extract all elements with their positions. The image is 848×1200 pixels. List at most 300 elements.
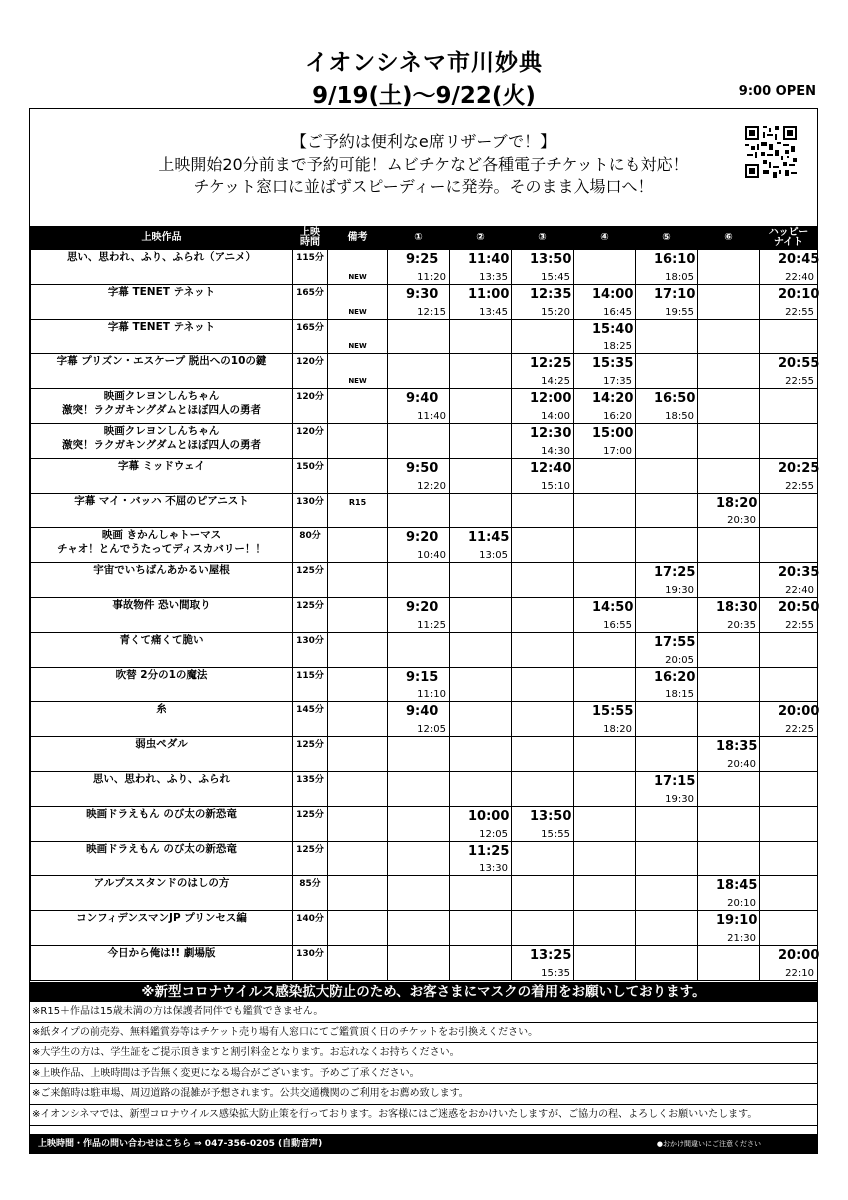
showtime-cell[interactable] xyxy=(760,284,818,319)
end-time: 12:05 xyxy=(417,724,446,736)
mask-banner: ※新型コロナウイルス感染拡大防止のため、お客さまにマスクの着用をお願いしております。 xyxy=(30,982,817,1002)
column-header: ① xyxy=(388,227,450,250)
showtime-cell xyxy=(574,806,636,841)
start-time: 11:25 xyxy=(468,843,510,859)
start-time: 16:10 xyxy=(654,252,696,267)
note-item: ※大学生の方は、学生証をご提示頂きますと割引料金となります。お忘れなくお持ちください。 xyxy=(30,1043,817,1064)
film-title: 字幕 TENET テネット xyxy=(31,319,293,354)
start-time: 18:45 xyxy=(716,878,758,894)
note-item: ※紙タイプの前売券、無料鑑賞券等はチケット売り場有人窓口にてご鑑賞頂く日のチケットをお引換えください。 xyxy=(30,1023,817,1044)
end-time: 22:40 xyxy=(785,271,814,283)
start-time: 17:15 xyxy=(654,773,696,789)
end-time: 12:20 xyxy=(417,480,446,492)
runtime: 130分 xyxy=(293,945,328,980)
showtime-cell xyxy=(760,632,818,667)
end-time: 19:30 xyxy=(665,584,694,596)
table-row xyxy=(31,771,818,806)
film-title: コンフィデンスマンJP プリンセス編 xyxy=(31,911,293,946)
showtime-cell xyxy=(698,250,760,285)
showtime-cell xyxy=(698,284,760,319)
showtime-cell[interactable] xyxy=(636,389,698,424)
remarks-cell xyxy=(328,667,388,702)
showtime-cell xyxy=(512,528,574,563)
start-time: 11:45 xyxy=(468,530,510,546)
table-row xyxy=(31,284,818,319)
start-time: 18:30 xyxy=(716,599,758,615)
showtime-cell xyxy=(636,945,698,980)
table-row xyxy=(31,876,818,911)
promo-line: 【ご予約は便利なe席リザーブで！】 xyxy=(290,132,557,151)
end-time: 16:45 xyxy=(603,306,632,318)
end-time: 15:45 xyxy=(541,271,570,283)
start-time: 9:25 xyxy=(406,252,439,267)
showtime-cell[interactable] xyxy=(574,354,636,389)
showtime-cell xyxy=(388,876,450,911)
note-item: ※ご来館時は駐車場、周辺道路の混雑が予想されます。公共交通機関のご利用をお薦め致します。 xyxy=(30,1084,817,1105)
end-time: 17:00 xyxy=(603,445,632,457)
showtime-cell xyxy=(388,354,450,389)
runtime: 120分 xyxy=(293,423,328,458)
showtime-cell[interactable] xyxy=(636,771,698,806)
column-header: ハッピー ナイト xyxy=(760,227,818,250)
table-row xyxy=(31,841,818,876)
end-time: 22:55 xyxy=(785,306,814,318)
showtime-cell[interactable] xyxy=(636,284,698,319)
film-title: 思い、思われ、ふり、ふられ（アニメ） xyxy=(31,250,293,285)
showtime-cell[interactable] xyxy=(512,458,574,493)
start-time: 9:15 xyxy=(406,669,439,685)
column-header: 備考 xyxy=(328,227,388,250)
showtime-cell xyxy=(512,493,574,528)
showtime-cell xyxy=(512,563,574,598)
start-time: 11:00 xyxy=(468,286,510,302)
runtime: 135分 xyxy=(293,771,328,806)
remarks-cell xyxy=(328,737,388,772)
end-time: 19:55 xyxy=(665,306,694,318)
note-item: ※上映作品、上映時間は予告無く変更になる場合がございます。予めご了承ください。 xyxy=(30,1064,817,1085)
showtime-cell xyxy=(760,493,818,528)
table-row xyxy=(31,806,818,841)
end-time: 12:05 xyxy=(479,828,508,840)
showtime-cell xyxy=(636,876,698,911)
showtime-cell xyxy=(388,737,450,772)
showtime-cell xyxy=(450,458,512,493)
showtime-cell xyxy=(698,771,760,806)
showtime-cell xyxy=(450,597,512,632)
showtime-cell xyxy=(760,423,818,458)
showtime-cell[interactable] xyxy=(698,737,760,772)
showtime-cell xyxy=(450,632,512,667)
promo-line: 上映開始20分前まで予約可能！ムビチケなど各種電子チケットにも対応！ xyxy=(158,154,689,174)
showtime-cell xyxy=(512,702,574,737)
start-time: 12:30 xyxy=(530,425,572,441)
table-row xyxy=(31,702,818,737)
showtime-cell[interactable] xyxy=(388,597,450,632)
showtime-cell[interactable] xyxy=(388,389,450,424)
showtime-cell xyxy=(574,493,636,528)
showtime-cell[interactable] xyxy=(760,458,818,493)
runtime: 150分 xyxy=(293,458,328,493)
contact-info: 上映時間・作品の問い合わせはこちら ⇒ 047-356-0205 (自動音声) xyxy=(38,1139,323,1149)
start-time: 9:20 xyxy=(406,530,439,546)
end-time: 18:05 xyxy=(665,271,694,283)
start-time: 17:10 xyxy=(654,286,696,302)
showtime-cell[interactable] xyxy=(388,702,450,737)
showtime-cell xyxy=(574,667,636,702)
showtime-cell[interactable] xyxy=(574,319,636,354)
film-title: 吹替 2分の1の魔法 xyxy=(31,667,293,702)
showtime-cell[interactable] xyxy=(574,389,636,424)
remarks-cell xyxy=(328,597,388,632)
table-row xyxy=(31,319,818,354)
new-badge: NEW xyxy=(348,377,367,386)
remarks-cell xyxy=(328,528,388,563)
start-time: 20:35 xyxy=(778,565,820,581)
runtime: 120分 xyxy=(293,354,328,389)
end-time: 14:00 xyxy=(541,410,570,422)
showtime-cell xyxy=(698,528,760,563)
start-time: 11:40 xyxy=(468,252,510,267)
end-time: 20:40 xyxy=(727,758,756,770)
showtime-cell xyxy=(760,528,818,563)
end-time: 15:20 xyxy=(541,306,570,318)
showtime-cell[interactable] xyxy=(760,702,818,737)
end-time: 21:30 xyxy=(727,932,756,944)
runtime: 125分 xyxy=(293,597,328,632)
end-time: 16:55 xyxy=(603,619,632,631)
footer-bar xyxy=(30,1134,817,1154)
showtime-cell[interactable] xyxy=(388,528,450,563)
end-time: 22:10 xyxy=(785,967,814,979)
showtime-cell[interactable] xyxy=(512,423,574,458)
film-title: アルプススタンドのはしの方 xyxy=(31,876,293,911)
showtime-cell xyxy=(698,423,760,458)
showtime-cell xyxy=(388,911,450,946)
runtime: 120分 xyxy=(293,389,328,424)
showtime-cell[interactable] xyxy=(512,354,574,389)
remarks-cell xyxy=(328,354,388,389)
showtime-cell[interactable] xyxy=(636,250,698,285)
showtime-cell xyxy=(636,319,698,354)
showtime-cell xyxy=(698,563,760,598)
start-time: 9:30 xyxy=(406,286,439,302)
end-time: 16:20 xyxy=(603,410,632,422)
start-time: 14:50 xyxy=(592,599,634,615)
start-time: 19:10 xyxy=(716,913,758,929)
showtime-cell xyxy=(760,737,818,772)
showtime-cell[interactable] xyxy=(450,841,512,876)
end-time: 13:05 xyxy=(479,550,508,562)
remarks-cell xyxy=(328,841,388,876)
start-time: 12:00 xyxy=(530,391,572,407)
new-badge: NEW xyxy=(348,272,367,281)
showtime-cell[interactable] xyxy=(574,284,636,319)
showtime-cell xyxy=(636,911,698,946)
remarks-cell xyxy=(328,771,388,806)
showtime-cell xyxy=(388,841,450,876)
start-time: 20:25 xyxy=(778,460,820,476)
showtime-cell xyxy=(698,354,760,389)
qr-code-icon[interactable] xyxy=(745,126,797,178)
runtime: 165分 xyxy=(293,319,328,354)
remarks-cell xyxy=(328,876,388,911)
showtime-cell xyxy=(636,354,698,389)
showtime-cell[interactable] xyxy=(760,250,818,285)
start-time: 10:00 xyxy=(468,808,510,824)
start-time: 12:40 xyxy=(530,460,572,476)
showtime-cell xyxy=(388,806,450,841)
film-title: 宇宙でいちばんあかるい屋根 xyxy=(31,563,293,598)
showtime-cell xyxy=(512,319,574,354)
table-row xyxy=(31,737,818,772)
note-item: ※イオンシネマでは、新型コロナウイルス感染拡大防止策を行っております。お客様にはご迷惑をおかけいたしますが、ご協力の程、よろしくお願いいたします。 xyxy=(30,1105,817,1126)
table-header-row xyxy=(31,227,818,250)
end-time: 11:25 xyxy=(417,619,446,631)
showtime-cell xyxy=(450,737,512,772)
showtime-cell xyxy=(512,632,574,667)
film-title: 映画ドラえもん のび太の新恐竜 xyxy=(31,841,293,876)
start-time: 18:35 xyxy=(716,739,758,755)
showtime-cell xyxy=(450,354,512,389)
showtime-cell xyxy=(636,493,698,528)
start-time: 20:50 xyxy=(778,599,820,615)
runtime: 115分 xyxy=(293,667,328,702)
showtime-cell xyxy=(636,458,698,493)
column-header: ② xyxy=(450,227,512,250)
showtime-cell xyxy=(698,319,760,354)
film-title: 映画クレヨンしんちゃん 激突！ラクガキングダムとほぼ四人の勇者 xyxy=(31,389,293,424)
column-header: 上映 時間 xyxy=(293,227,328,250)
showtime-cell[interactable] xyxy=(388,284,450,319)
showtime-cell[interactable] xyxy=(512,250,574,285)
start-time: 15:55 xyxy=(592,704,634,720)
film-title: 弱虫ペダル xyxy=(31,737,293,772)
table-row xyxy=(31,250,818,285)
showtime-cell[interactable] xyxy=(574,702,636,737)
showtime-cell xyxy=(450,423,512,458)
showtime-cell xyxy=(512,771,574,806)
open-time: 9:00 OPEN xyxy=(738,84,816,99)
runtime: 165分 xyxy=(293,284,328,319)
start-time: 12:25 xyxy=(530,356,572,372)
table-row xyxy=(31,354,818,389)
showtime-cell xyxy=(388,563,450,598)
showtime-cell xyxy=(512,911,574,946)
showtime-cell[interactable] xyxy=(450,284,512,319)
showtime-cell[interactable] xyxy=(760,597,818,632)
film-title: 映画ドラえもん のび太の新恐竜 xyxy=(31,806,293,841)
showtime-cell[interactable] xyxy=(512,389,574,424)
end-time: 22:40 xyxy=(785,584,814,596)
start-time: 9:40 xyxy=(406,391,439,407)
showtime-cell xyxy=(760,319,818,354)
showtime-cell xyxy=(698,667,760,702)
showtime-cell xyxy=(636,597,698,632)
promo-block xyxy=(29,131,818,199)
remarks-cell xyxy=(328,389,388,424)
showtime-cell[interactable] xyxy=(698,911,760,946)
note-item: ※R15＋作品は15歳未満の方は保護者同伴でも鑑賞できません。 xyxy=(30,1002,817,1023)
remarks-cell xyxy=(328,284,388,319)
film-title: 思い、思われ、ふり、ふられ xyxy=(31,771,293,806)
showtime-cell xyxy=(636,528,698,563)
remarks-cell xyxy=(328,250,388,285)
table-row xyxy=(31,597,818,632)
end-time: 11:40 xyxy=(417,410,446,422)
runtime: 85分 xyxy=(293,876,328,911)
showtime-cell xyxy=(512,876,574,911)
runtime: 130分 xyxy=(293,493,328,528)
remarks-cell xyxy=(328,423,388,458)
showtime-cell xyxy=(698,632,760,667)
film-title: 字幕 マイ・バッハ 不屈のピアニスト xyxy=(31,493,293,528)
remarks-cell xyxy=(328,319,388,354)
film-title: 字幕 ミッドウェイ xyxy=(31,458,293,493)
showtime-cell xyxy=(698,458,760,493)
start-time: 14:20 xyxy=(592,391,634,407)
showtime-cell[interactable] xyxy=(760,354,818,389)
showtime-cell xyxy=(450,911,512,946)
end-time: 11:10 xyxy=(417,689,446,701)
table-row xyxy=(31,632,818,667)
start-time: 20:10 xyxy=(778,286,820,302)
showtime-cell xyxy=(512,597,574,632)
showtime-cell[interactable] xyxy=(450,806,512,841)
showtime-cell xyxy=(574,737,636,772)
showtime-cell xyxy=(760,911,818,946)
new-badge: NEW xyxy=(348,307,367,316)
showtime-cell xyxy=(450,667,512,702)
showtime-cell xyxy=(450,493,512,528)
showtime-cell xyxy=(698,945,760,980)
film-title: 映画クレヨンしんちゃん 激突！ラクガキングダムとほぼ四人の勇者 xyxy=(31,423,293,458)
end-time: 20:05 xyxy=(665,654,694,666)
start-time: 9:50 xyxy=(406,460,439,476)
showtime-cell xyxy=(450,702,512,737)
table-row xyxy=(31,423,818,458)
end-time: 20:10 xyxy=(727,898,756,910)
remarks-cell xyxy=(328,458,388,493)
showtime-cell[interactable] xyxy=(512,945,574,980)
end-time: 20:30 xyxy=(727,515,756,527)
showtime-cell[interactable] xyxy=(388,250,450,285)
showtime-cell[interactable] xyxy=(574,597,636,632)
start-time: 15:35 xyxy=(592,356,634,372)
showtime-cell xyxy=(574,458,636,493)
start-time: 9:20 xyxy=(406,599,439,615)
end-time: 22:55 xyxy=(785,480,814,492)
showtime-cell[interactable] xyxy=(636,667,698,702)
end-time: 18:15 xyxy=(665,689,694,701)
table-row xyxy=(31,493,818,528)
start-time: 13:25 xyxy=(530,947,572,963)
table-row xyxy=(31,528,818,563)
film-title: 字幕 TENET テネット xyxy=(31,284,293,319)
end-time: 11:20 xyxy=(417,271,446,283)
showtime-cell[interactable] xyxy=(698,597,760,632)
table-row xyxy=(31,458,818,493)
column-header: ⑥ xyxy=(698,227,760,250)
date-range: 9/19(土)～9/22(火) xyxy=(312,83,536,109)
end-time: 22:55 xyxy=(785,376,814,388)
start-time: 12:35 xyxy=(530,286,572,302)
start-time: 18:20 xyxy=(716,495,758,511)
end-time: 17:35 xyxy=(603,376,632,388)
showtime-cell xyxy=(450,319,512,354)
showtime-cell xyxy=(388,632,450,667)
showtime-cell[interactable] xyxy=(698,876,760,911)
table-row xyxy=(31,667,818,702)
showtime-cell xyxy=(760,771,818,806)
showtime-cell xyxy=(450,563,512,598)
remarks-cell xyxy=(328,702,388,737)
start-time: 17:55 xyxy=(654,634,696,650)
dial-warning: ●おかけ間違いにご注意ください xyxy=(656,1140,761,1148)
end-time: 13:45 xyxy=(479,306,508,318)
showtime-cell xyxy=(450,945,512,980)
showtime-cell[interactable] xyxy=(450,528,512,563)
film-title: 青くて痛くて脆い xyxy=(31,632,293,667)
showtime-cell[interactable] xyxy=(512,284,574,319)
showtime-cell[interactable] xyxy=(760,563,818,598)
showtime-cell xyxy=(388,493,450,528)
film-title: 字幕 プリズン・エスケープ 脱出への10の鍵 xyxy=(31,354,293,389)
showtime-cell[interactable] xyxy=(698,493,760,528)
showtime-cell xyxy=(760,389,818,424)
runtime: 130分 xyxy=(293,632,328,667)
showtime-cell[interactable] xyxy=(574,423,636,458)
showtime-cell[interactable] xyxy=(636,563,698,598)
showtime-cell xyxy=(574,250,636,285)
runtime: 80分 xyxy=(293,528,328,563)
showtime-cell xyxy=(636,806,698,841)
start-time: 15:40 xyxy=(592,321,634,337)
showtime-cell xyxy=(698,841,760,876)
showtime-cell[interactable] xyxy=(388,458,450,493)
cinema-title: イオンシネマ市川妙典 xyxy=(304,50,544,76)
start-time: 20:00 xyxy=(778,947,820,963)
showtime-cell xyxy=(760,841,818,876)
end-time: 13:35 xyxy=(479,271,508,283)
remarks-cell xyxy=(328,806,388,841)
remarks-cell xyxy=(328,563,388,598)
table-row xyxy=(31,563,818,598)
showtime-cell xyxy=(574,771,636,806)
showtime-cell xyxy=(574,632,636,667)
showtime-cell[interactable] xyxy=(636,632,698,667)
end-time: 15:10 xyxy=(541,480,570,492)
start-time: 20:55 xyxy=(778,356,820,372)
showtime-cell xyxy=(636,841,698,876)
start-time: 16:20 xyxy=(654,669,696,685)
showtime-cell xyxy=(698,702,760,737)
showtime-cell xyxy=(574,945,636,980)
showtime-cell xyxy=(574,841,636,876)
showtime-cell[interactable] xyxy=(512,806,574,841)
end-time: 14:30 xyxy=(541,445,570,457)
end-time: 13:30 xyxy=(479,863,508,875)
end-time: 22:25 xyxy=(785,724,814,736)
showtime-cell[interactable] xyxy=(760,945,818,980)
start-time: 16:50 xyxy=(654,391,696,407)
showtime-cell[interactable] xyxy=(450,250,512,285)
showtime-cell xyxy=(760,876,818,911)
start-time: 15:00 xyxy=(592,425,634,441)
notes-list xyxy=(30,1002,817,1126)
start-time: 20:45 xyxy=(778,252,820,267)
table-row xyxy=(31,945,818,980)
showtime-cell[interactable] xyxy=(388,667,450,702)
